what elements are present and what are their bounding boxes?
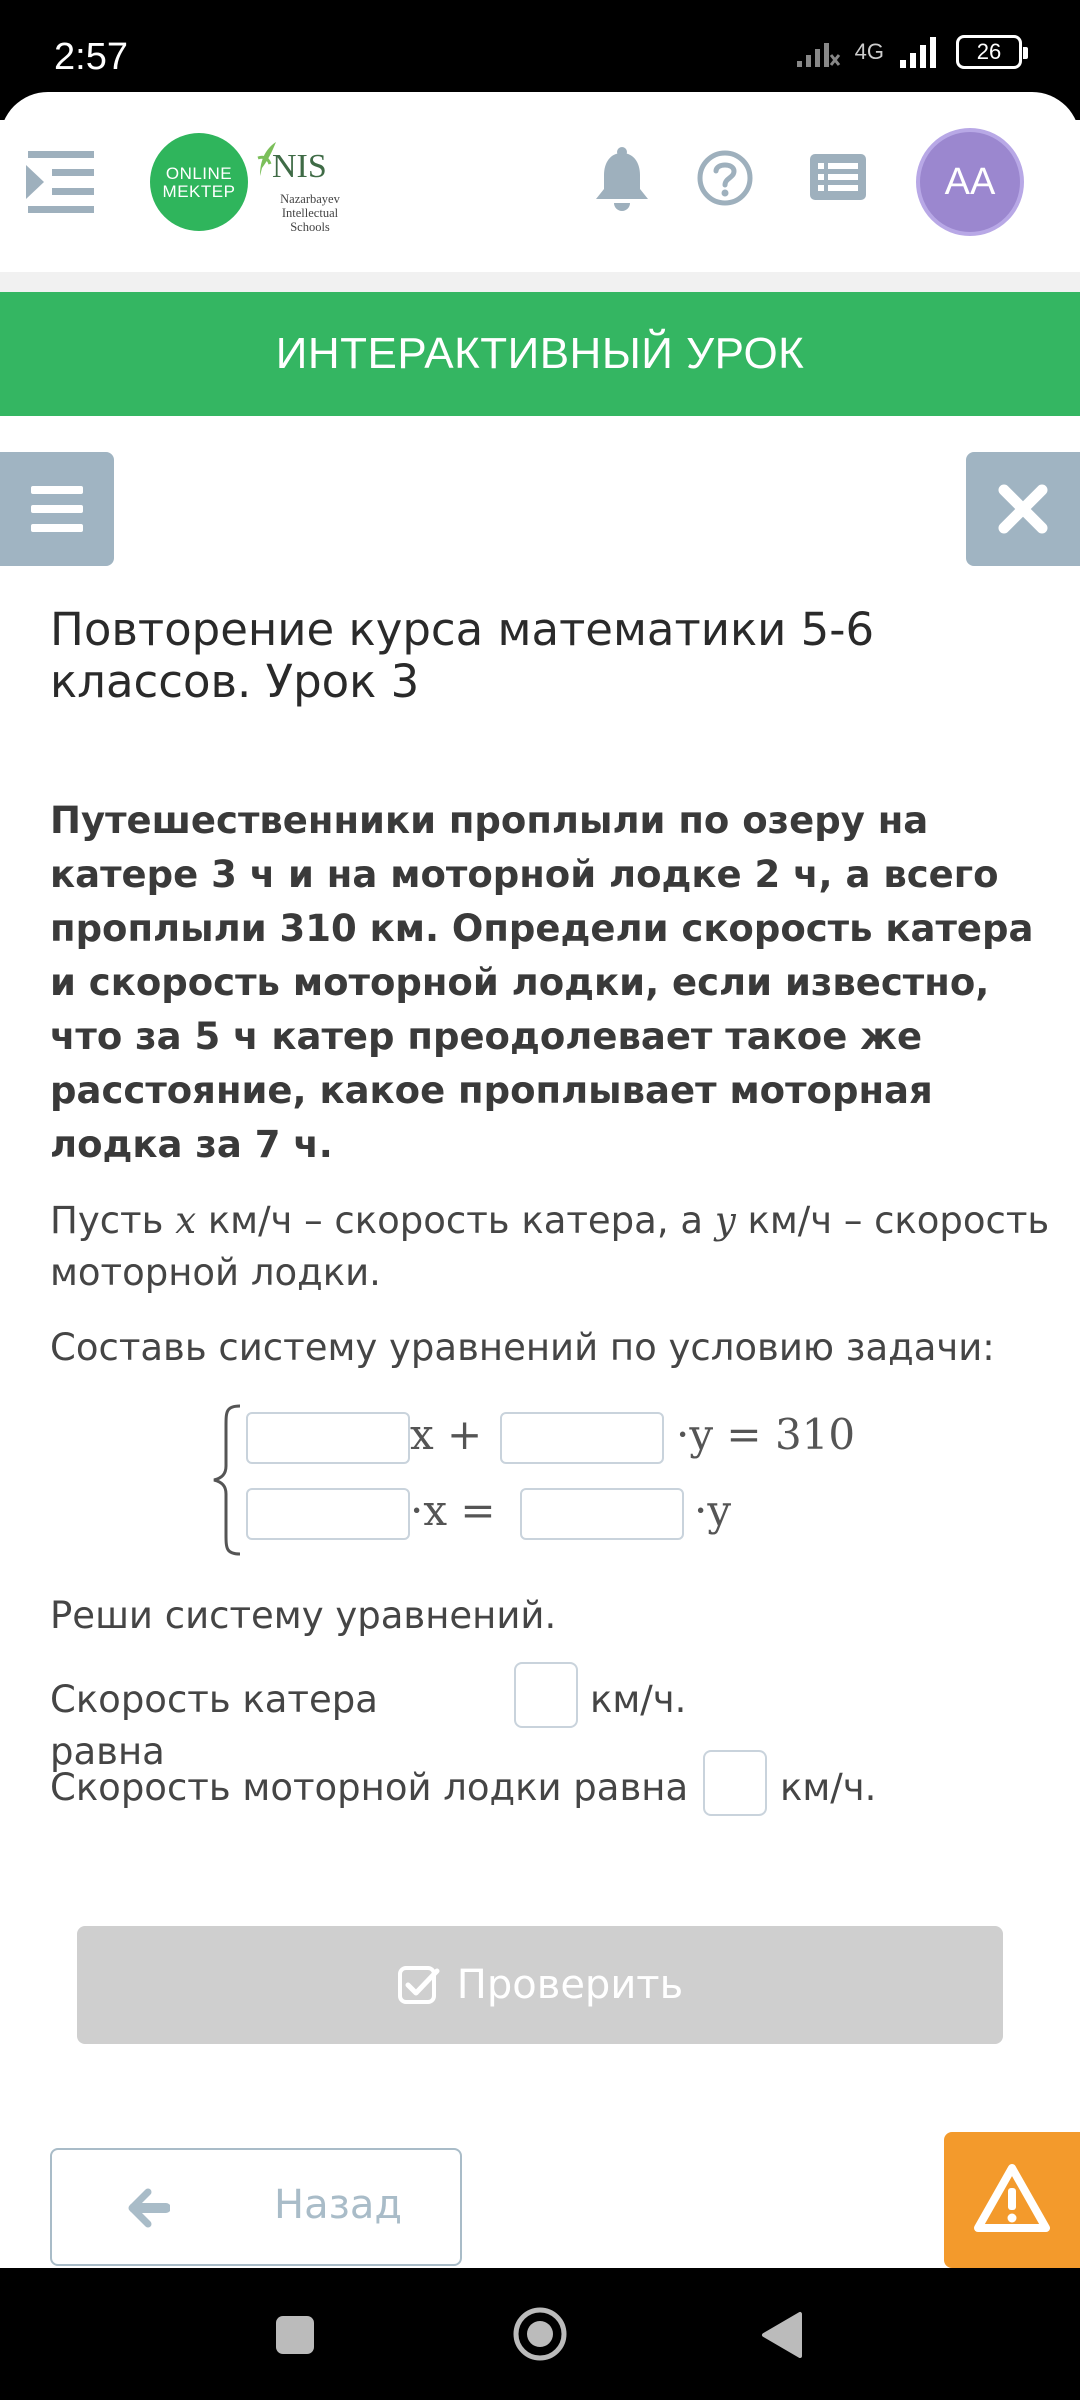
- recent-apps-icon[interactable]: [276, 2316, 314, 2354]
- list-icon[interactable]: [810, 154, 866, 200]
- logo-line2: MEKTEP: [162, 182, 236, 201]
- eq2-end: ·y: [694, 1486, 732, 1535]
- warning-icon: [944, 2132, 1080, 2268]
- back-nav-icon[interactable]: [764, 2314, 800, 2356]
- eq2-mid: ·x =: [410, 1486, 496, 1535]
- nis-title: NIS: [272, 148, 327, 185]
- boat-speed-label: Скорость катера равна: [50, 1678, 378, 1773]
- check-label: Проверить: [456, 1962, 684, 2008]
- network-type: 4G: [854, 39, 884, 64]
- eq1-mid: x +: [410, 1410, 483, 1459]
- signal-icon: [898, 34, 942, 70]
- boat-speed-unit: км/ч.: [590, 1678, 687, 1721]
- nav-buttons: [0, 2268, 1080, 2400]
- back-button[interactable]: [50, 2148, 462, 2266]
- eq1-coef-y-input[interactable]: [500, 1412, 664, 1464]
- logo-line1: ONLINE: [165, 164, 233, 183]
- help-icon[interactable]: [696, 149, 754, 207]
- task-text: Путешественники проплыли по озеру на катере 3 ч и на моторной лодке 2 ч, а всего проплыли 310 км. Определи скорость катера и скорость моторной лодки, если известно, что за 5 ч катер преодолевает такое же расстояние, какое проплывает моторная лодка за 7 ч.: [50, 799, 1034, 1166]
- equation-system: [210, 1400, 890, 1560]
- brace-icon: [210, 1402, 246, 1558]
- system-nav-bar: [0, 2268, 1080, 2400]
- motorboat-speed-input[interactable]: [703, 1750, 767, 1816]
- eq1-coef-x-input[interactable]: [246, 1412, 410, 1464]
- var-x: x: [175, 1199, 197, 1242]
- bell-icon[interactable]: [592, 147, 652, 213]
- close-icon: [966, 452, 1080, 566]
- motorboat-speed-label: Скорость моторной лодки равна: [50, 1766, 689, 1809]
- app-header: [0, 92, 1080, 272]
- report-problem-button[interactable]: [944, 2132, 1080, 2268]
- motorboat-speed-unit: км/ч.: [780, 1766, 877, 1809]
- compose-prompt: Составь систему уравнений по условию задачи:: [50, 1326, 995, 1369]
- eq2-coef-y-input[interactable]: [520, 1488, 684, 1540]
- lesson-menu-button[interactable]: [0, 452, 114, 566]
- eq1-end: ·y = 310: [676, 1410, 856, 1459]
- arrow-left-icon: [126, 2186, 170, 2230]
- battery-icon: 26: [956, 35, 1022, 69]
- menu-icon[interactable]: [24, 147, 98, 217]
- nis-logo: [252, 132, 362, 242]
- status-time: 2:57: [54, 36, 128, 78]
- let-mid: км/ч – скорость катера, а: [196, 1199, 715, 1242]
- back-label: Назад: [274, 2182, 403, 2228]
- let-suffix: км/ч – скорость моторной лодки.: [50, 1199, 1050, 1294]
- header-divider: [0, 272, 1080, 292]
- solve-prompt: Реши систему уравнений.: [50, 1594, 557, 1637]
- nis-subtitle: Nazarbayev Intellectual Schools: [280, 192, 340, 234]
- avatar[interactable]: AA: [916, 128, 1024, 236]
- online-mektep-logo[interactable]: [150, 133, 248, 231]
- banner-title: ИНТЕРАКТИВНЫЙ УРОК: [0, 292, 1080, 416]
- status-icons: [795, 34, 1022, 70]
- checkbox-check-icon: [397, 1963, 441, 2007]
- boat-speed-input[interactable]: [514, 1662, 578, 1728]
- let-prefix: Пусть: [50, 1199, 176, 1242]
- eq2-coef-x-input[interactable]: [246, 1488, 410, 1540]
- check-button[interactable]: [77, 1926, 1003, 2044]
- signal-weak-icon: [795, 35, 841, 69]
- close-button[interactable]: [966, 452, 1080, 566]
- lesson-title: Повторение курса математики 5-6 классов. Урок 3: [50, 603, 875, 708]
- hamburger-icon: [0, 452, 114, 566]
- variable-definition: [50, 1195, 1050, 1299]
- home-icon[interactable]: [516, 2310, 564, 2358]
- var-y: y: [714, 1199, 736, 1242]
